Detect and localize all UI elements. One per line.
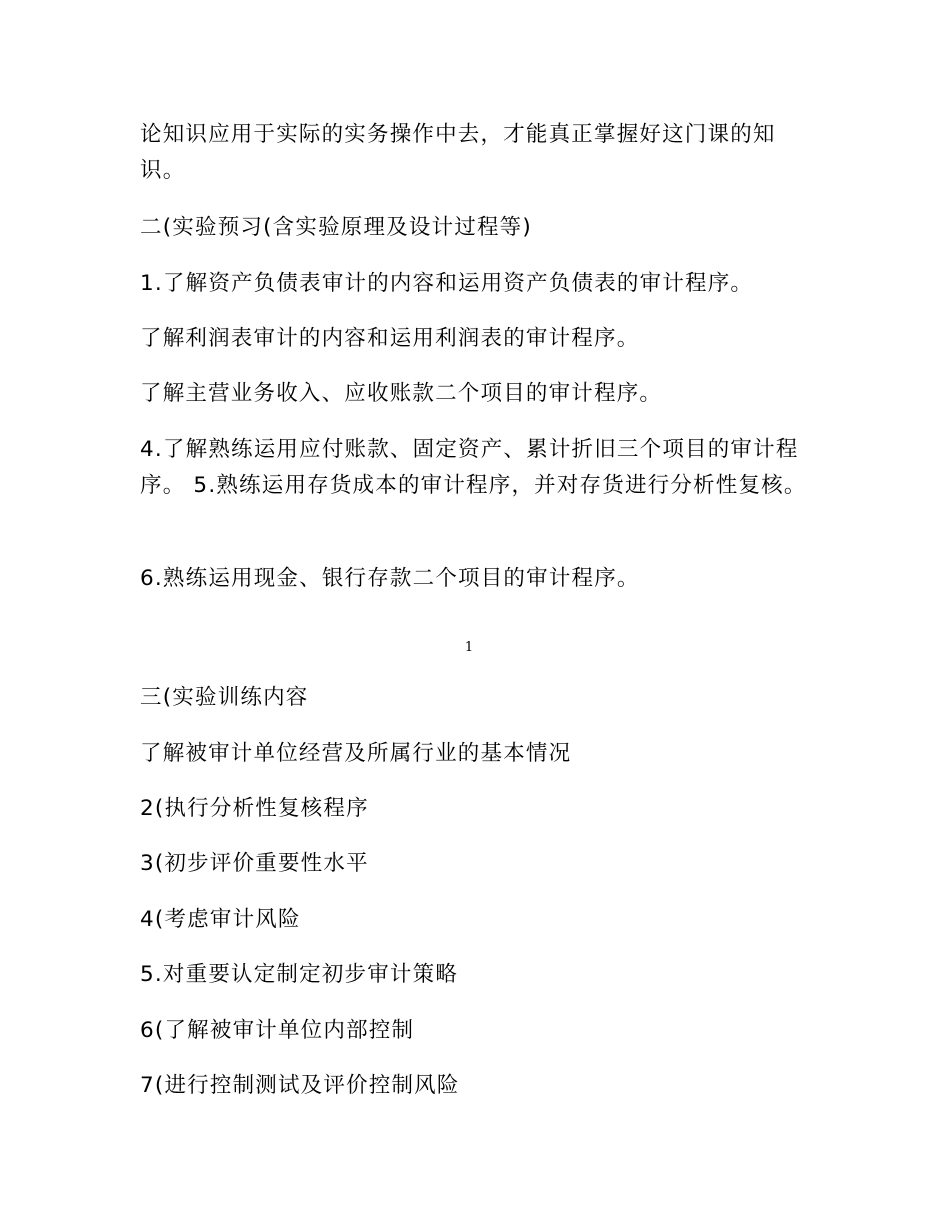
training-item-2: 2(执行分析性复核程序 — [140, 796, 369, 821]
training-item-6: 6(了解被审计单位内部控制 — [140, 1018, 415, 1043]
list-item-4-5: 4.了解熟练运用应付账款、固定资产、累计折旧三个项目的审计程序。 5.熟练运用存货成本的审计程序，并对存货进行分析性复核。 — [140, 437, 807, 498]
training-item-5: 5.对重要认定制定初步审计策略 — [140, 962, 459, 987]
list-item-3: 了解主营业务收入、应收账款二个项目的审计程序。 — [140, 381, 663, 406]
list-item-6: 6.熟练运用现金、银行存款二个项目的审计程序。 — [140, 566, 640, 591]
training-item-7: 7(进行控制测试及评价控制风险 — [140, 1073, 460, 1098]
training-item-4: 4(考虑审计风险 — [140, 907, 301, 932]
training-item-3: 3(初步评价重要性水平 — [140, 851, 369, 876]
list-item-1: 1.了解资产负债表审计的内容和运用资产负债表的审计程序。 — [140, 271, 754, 296]
page-number: 1 — [464, 640, 474, 655]
heading-experiment-preview: 二(实验预习(含实验原理及设计过程等) — [140, 215, 532, 240]
training-item-1: 了解被审计单位经营及所属行业的基本情况 — [140, 741, 572, 766]
paragraph-intro-continuation: 论知识应用于实际的实务操作中去，才能真正掌握好这门课的知识。 — [140, 122, 776, 183]
list-item-2: 了解利润表审计的内容和运用利润表的审计程序。 — [140, 326, 640, 351]
heading-training-content: 三(实验训练内容 — [140, 685, 309, 710]
